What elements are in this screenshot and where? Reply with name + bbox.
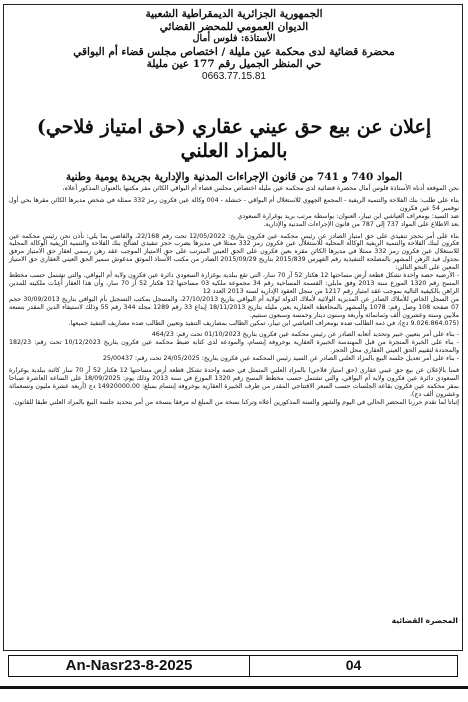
body-paragraph: بناء على طلب: بنك الفلاحة والتنمية الريفية - المجمع الجهوي للاستغلال أم البواقي - خنشلة - 004 وكالة عين فكرون رمز 332 ممثلة في شخص مديرها الكائن مقرها بحي أول نوفمبر 54 عين فكرون	[9, 196, 459, 212]
body-paragraph: بناء على أمر بحجز تنفيذي على حق امتياز الصادر عن رئيس محكمة عين فكرون بتاريخ: 12/05/2022 تحت رقم 22/168، والقاضي بما يلي: نأذن نحن رئيس محكمة عين فكرون لبنك الفلاحة والتنمية الريفية الوكالة المحلية للاستغلال عين فكرون رمز 332 ممثلا في مديرها بضرب حجز تنفيذي لصالح بنك الفلاحة والتنمية الريفية الوكالة المحلية للاستغلال عين فكرون رمز 332 ممثلا في مديرها الكائن مقره بعين فكرون على الحق العيني المترتب على حق الامتياز الموجب عقد رهن رسمي لعقار حق الامتياز مرفق بجدول قيد الرهن المشهر بالمصلحة التنفيذية رقم الفهرس 2015/839 بتاريخ 2015/09/29 الصادر من مكتب الأستاذ الموثق مدغوش سمير الحق العيني العقاري حق الامتياز المعين على النحو التالي:	[9, 232, 460, 272]
signature-label: المحضرة القضائية	[391, 616, 458, 625]
title-line-2: بالمزاد العلني	[180, 140, 288, 162]
header-office: الديوان العمومي للمحضر القضائي	[159, 20, 309, 33]
newspaper-reference: An-Nasr23-8-2025	[8, 655, 250, 677]
legal-articles-line: المواد 740 و 741 من قانون الإجراءات المدنية والإدارية بجريدة يومية وطنية	[65, 171, 403, 183]
body-paragraph: إثباتا لما تقدم حررنا المحضر الحالي في اليوم والشهر والسنة المذكورين أعلاه وتركنا نسخة من المبلغ له مرفقا بنسخة من أمر بتحديد جلسة البيع بالمزاد العلني طبقا للقانون.	[12, 398, 459, 406]
header-bailiff-name: الأستاذة: فلوس أمال	[192, 33, 276, 44]
title-line-1: إعلان عن بيع حق عيني عقاري (حق امتياز فلاحي)	[36, 116, 432, 138]
body-paragraph: - بناء على أمر تعديل جلسة البيع بالمزاد العلني الصادر عن السيد رئيس المحكمة عين فكرون بتاريخ: 24/05/2025 تحت رقم: 25/00437	[102, 355, 459, 363]
footer-rule	[0, 686, 468, 689]
page-footer	[0, 651, 468, 702]
body-paragraph: - الأرضية حصة واحدة تشكل قطعة أرض مساحتها 12 هكتار 52 آر 70 سار، التي تقع ببلدية بوغرارة السعودي دائرة عين فكرون ولاية أم البواقي، والتي تشتمل حسب مخطط المسح رقم 1320 الموزع سنة 2013 وفق مايلي: القسمة المساحية رقم 34 مجموعة ملكية 03 مساحتها 12 هكتار 52 آر 70 سار، وأن هذا العقار أُعِدّت ملكيته للمدين الراهن بالكيفية التالية بموجب عقد امتياز رقم 1217 من سجل العقود الإدارية لسنة 2013 العدد 12	[9, 272, 460, 295]
page-number: 04	[250, 655, 458, 677]
body-paragraph: - بناء على الخبرة المنجزة من قبل المهندسة الخبيرة العقارية بوخروفة إبتسام، والمودعة لدى كتابة ضبط محكمة عين فكرون بتاريخ 10/12/2023 تحت رقم: 182/23 والمحددة لتقييم الحق العيني العقاري محل الحجز.	[9, 339, 460, 355]
letterhead	[12, 8, 456, 83]
body-paragraph: نحن الموقعة أدناه الأستاذة فلوس أمال محضرة قضائية لدى محكمة عين مليلة اختصاص مجلس قضاء أم البواقي الكائن مقر مكتبها بالعنوان المذكور أعلاه،	[62, 185, 459, 192]
header-jurisdiction: محضرة قضائية لدى محكمة عين مليلة / اختصاص مجلس قضاء أم البواقي	[73, 45, 395, 58]
body-paragraph: (9.026.864.075 دج)، في ذمة الطالب ضده بومعراف العياشي ابن تيبار، تمكين الطالب بمصاريف التنفيذ وتعيين الطالب ضده مصاريف التنفيذ جميعها.	[68, 319, 459, 327]
body-paragraph: بعد الاطلاع على المواد 737 إلى 787 من قانون الإجراءات المدنية والإدارية.	[263, 220, 459, 228]
body-paragraph: ضد السيد: بومعراف العياشي ابن تيبار، العنوان: بواسطة مرتب بريد بوغرارة السعودي	[237, 212, 459, 220]
header-republic: الجمهورية الجزائرية الديمقراطية الشعبية	[145, 8, 323, 20]
announcement-title	[6, 115, 462, 163]
body-paragraph: من السجل الخاص للأملاك الصادر عن المديرية الولائية لأملاك الدولة لولاية أم البواقي بتاريخ 27/10/2013، والمسجل بمكتب التسجيل بأم البواقي بتاريخ 30/09/2013 حجم 07 صفحة 108 وصل رقم: 1078 والمشهر بالمحافظة العقارية بعين مليلة بتاريخ 18/11/2013 إيداع 33 رقم 1289 مجلد 344 رقم 55 وذلك لاستيفاء الدين المقدر بتسعة ملايين وستة وعشرون ألف وثمانمائة وأربعة وستون دينار وخمسة وسبعون سنتيم.	[9, 295, 459, 319]
body-paragraph: - بناء على أمر بتعيين خبير وتحديد أتعابه الصادر عن رئيس محكمة عين فكرون بتاريخ 01/10/2023 تحت رقم: 464/23	[151, 331, 459, 339]
body-paragraph: قمنا بالإعلان عن بيع حق عيني عقاري (حق امتياز فلاحي) بالمزاد العلني المتمثل في حصة واحدة تشكل قطعة أرض مساحتها 12 هكتار 52 آر 70 سار كائنة ببلدية بوغرارة السعودي دائرة عين فكرون ولاية أم البواقي، والتي تشتمل حسب مخطط المسح رقم 1320 الموزع في سنة 2013 وذلك يوم: 18/09/2025 على الساعة العاشرة صباحا بمقر محكمة عين فكرون بقاعة الجلسات حسب السعر الافتتاحي المقدر من طرف الخبيرة العقارية بوخروفة إبتسام بمبلغ: 14920000.00 دج (أربعة عشرة مليون وتسعمائة وعشرون ألف دج).	[9, 367, 459, 398]
header-phone: 0663.77.15.81	[202, 70, 266, 82]
announcement-body	[9, 185, 459, 407]
header-address: حي المنظر الجميل رقم 177 عين مليلة	[146, 58, 322, 70]
